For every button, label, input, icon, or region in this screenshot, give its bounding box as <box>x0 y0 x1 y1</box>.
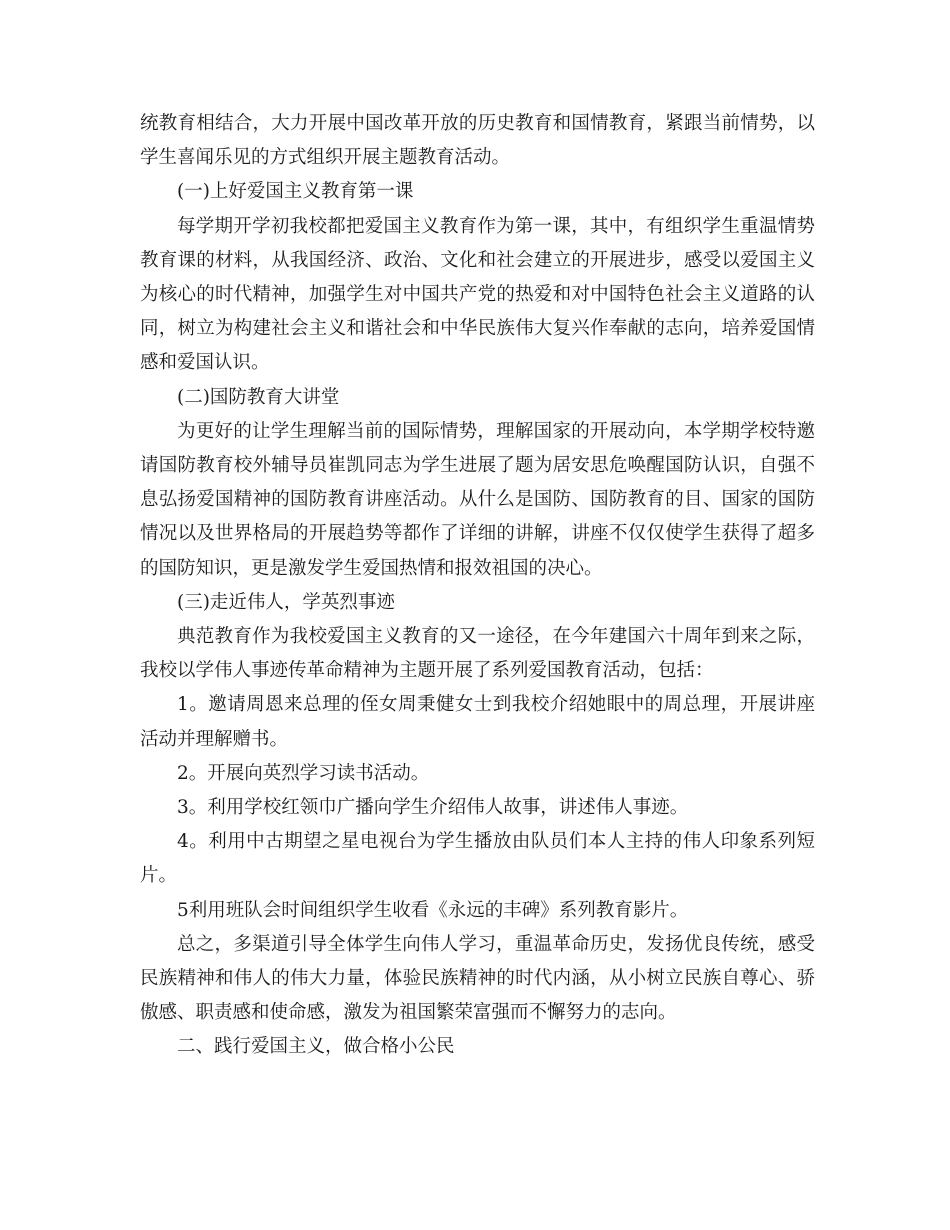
list-item-2: 2。开展向英烈学习读书活动。 <box>177 762 430 784</box>
section-heading-first-lesson: (一)上好爱国主义教育第一课 <box>177 181 414 203</box>
paragraph-summary: 总之，多渠道引导全体学生向伟人学习，重温革命历史，发扬优良传统，感受民族精神和伟人的伟大力量，体验民族精神的时代内涵，从小树立民族自尊心、骄傲感、职责感和使命感，激发为祖国繁荣富强而不懈努力的志向。 <box>140 933 815 1024</box>
section-heading-great-figures: (三)走近伟人，学英烈事迹 <box>177 591 395 613</box>
list-item-1: 1。邀请周恩来总理的侄女周秉健女士到我校介绍她眼中的周总理，开展讲座活动并理解赠书。 <box>140 694 815 750</box>
section-heading-practice: 二、践行爱国主义，做合格小公民 <box>177 1036 455 1058</box>
paragraph-continuation: 统教育相结合，大力开展中国改革开放的历史教育和国情教育，紧跟当前情势，以学生喜闻乐见的方式组织开展主题教育活动。 <box>140 113 815 169</box>
paragraph-defense-lecture: 为更好的让学生理解当前的国际情势，理解国家的开展动向，本学期学校特邀请国防教育校外辅导员崔凯同志为学生进展了题为居安思危唤醒国防认识，自强不息弘扬爱国精神的国防教育讲座活动。从什么是国防、国防教育的目、国家的国防情况以及世界格局的开展趋势等都作了详细的讲解，讲座不仅仅使学生获得了超多的国防知识，更是激发学生爱国热情和报效祖国的决心。 <box>140 420 815 579</box>
paragraph-great-figures: 典范教育作为我校爱国主义教育的又一途径，在今年建国六十周年到来之际，我校以学伟人事迹传革命精神为主题开展了系列爱国教育活动，包括： <box>140 626 815 682</box>
list-item-4: 4。利用中古期望之星电视台为学生播放由队员们本人主持的伟人印象系列短片。 <box>140 831 815 887</box>
section-heading-defense-lecture: (二)国防教育大讲堂 <box>177 386 340 408</box>
paragraph-first-lesson: 每学期开学初我校都把爱国主义教育作为第一课，其中，有组织学生重温情势教育课的材料，从我国经济、政治、文化和社会建立的开展进步，感受以爱国主义为核心的时代精神，加强学生对中国共产党的热爱和对中国特色社会主义道路的认同，树立为构建社会主义和谐社会和中华民族伟大复兴作奉献的志向，培养爱国情感和爱国认识。 <box>140 215 815 374</box>
document-body <box>140 107 815 1065</box>
list-item-3: 3。利用学校红领巾广播向学生介绍伟人故事，讲述伟人事迹。 <box>177 797 689 819</box>
list-item-5: 5利用班队会时间组织学生收看《永远的丰碑》系列教育影片。 <box>177 899 689 921</box>
